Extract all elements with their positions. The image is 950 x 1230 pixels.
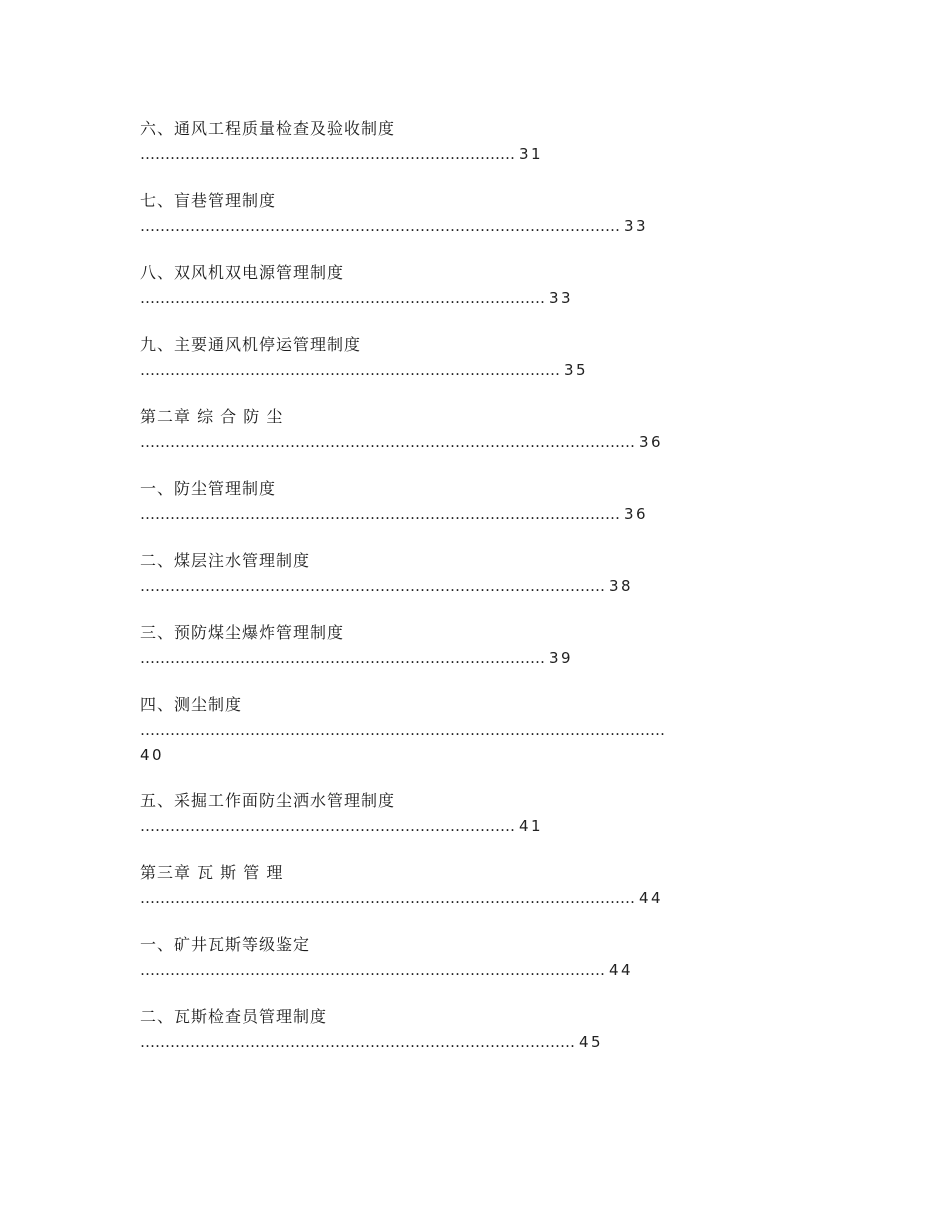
- toc-leader: [140, 141, 626, 167]
- toc-page-number[interactable]: 45: [579, 1033, 604, 1051]
- toc-page-number[interactable]: 36: [639, 433, 664, 451]
- toc-entry[interactable]: [140, 621, 820, 671]
- toc-leader: [140, 813, 820, 839]
- toc-dot-leader: ……………………………………………………………………………: [140, 1033, 575, 1051]
- toc-page-number[interactable]: 44: [639, 889, 664, 907]
- toc-entry-title[interactable]: 三、预防煤尘爆炸管理制度: [140, 623, 345, 642]
- toc-entry-title[interactable]: 四、测尘制度: [140, 695, 243, 714]
- toc-dot-leader: ……………………………………………………………………………………: [140, 505, 620, 523]
- toc-dot-leader: ………………………………………………………………………: [140, 649, 545, 667]
- toc-entry[interactable]: [140, 549, 820, 599]
- toc-dot-leader: …………………………………………………………………………………: [140, 577, 605, 595]
- toc-page-number[interactable]: 39: [549, 649, 574, 667]
- toc-dot-leader: …………………………………………………………………………: [140, 361, 560, 379]
- toc-entry[interactable]: [140, 789, 820, 839]
- toc-page-number[interactable]: 36: [624, 505, 649, 523]
- toc-page-number[interactable]: 38: [609, 577, 634, 595]
- toc-entry-title[interactable]: 第二章 综 合 防 尘: [140, 407, 284, 426]
- toc-page-number[interactable]: 40: [140, 746, 165, 764]
- toc-page-number[interactable]: 44: [609, 961, 634, 979]
- table-of-contents: [140, 117, 820, 1077]
- toc-leader: [140, 501, 820, 527]
- toc-entry-title[interactable]: 六、通风工程质量检查及验收制度: [140, 119, 396, 138]
- toc-page-number[interactable]: 33: [624, 217, 649, 235]
- toc-entry-title[interactable]: 五、采掘工作面防尘洒水管理制度: [140, 791, 396, 810]
- toc-entry-title[interactable]: 八、双风机双电源管理制度: [140, 263, 345, 282]
- toc-entry-title[interactable]: 第三章 瓦 斯 管 理: [140, 863, 284, 882]
- toc-dot-leader: …………………………………………………………………………………: [140, 961, 605, 979]
- toc-entry[interactable]: [140, 189, 820, 239]
- toc-entry[interactable]: [140, 861, 820, 911]
- toc-entry[interactable]: [140, 1005, 820, 1055]
- toc-page-number[interactable]: 41: [519, 817, 544, 835]
- toc-entry-title[interactable]: 一、防尘管理制度: [140, 479, 277, 498]
- toc-leader: [140, 357, 820, 383]
- toc-dot-leader: ……………………………………………………………………………………………: [140, 721, 665, 739]
- toc-leader: [140, 285, 820, 311]
- toc-entry[interactable]: [140, 477, 820, 527]
- toc-leader: [140, 213, 820, 239]
- toc-dot-leader: ………………………………………………………………………: [140, 289, 545, 307]
- toc-leader: [140, 717, 820, 743]
- toc-page-number[interactable]: 33: [549, 289, 574, 307]
- toc-page-number[interactable]: 35: [564, 361, 589, 379]
- toc-entry[interactable]: [140, 261, 820, 311]
- toc-entry-title[interactable]: 九、主要通风机停运管理制度: [140, 335, 362, 354]
- toc-dot-leader: …………………………………………………………………: [140, 817, 515, 835]
- toc-leader: [140, 645, 820, 671]
- toc-entry-title[interactable]: 七、盲巷管理制度: [140, 191, 277, 210]
- toc-dot-leader: …………………………………………………………………: [140, 145, 515, 163]
- toc-leader: [140, 885, 820, 911]
- toc-entry[interactable]: [140, 933, 820, 983]
- toc-leader: [140, 573, 820, 599]
- toc-entry-title[interactable]: 一、矿井瓦斯等级鉴定: [140, 935, 311, 954]
- toc-entry[interactable]: [140, 693, 820, 767]
- toc-dot-leader: ………………………………………………………………………………………: [140, 433, 635, 451]
- toc-entry[interactable]: [140, 333, 820, 383]
- toc-entry-title[interactable]: 二、瓦斯检查员管理制度: [140, 1007, 328, 1026]
- toc-entry-title[interactable]: 二、煤层注水管理制度: [140, 551, 311, 570]
- toc-leader: [140, 1029, 820, 1055]
- toc-leader: [140, 429, 820, 455]
- toc-page-number[interactable]: 31: [519, 145, 544, 163]
- toc-leader: [140, 957, 820, 983]
- toc-dot-leader: ……………………………………………………………………………………: [140, 217, 620, 235]
- toc-entry[interactable]: [140, 117, 820, 167]
- toc-dot-leader: ………………………………………………………………………………………: [140, 889, 635, 907]
- toc-entry[interactable]: [140, 405, 820, 455]
